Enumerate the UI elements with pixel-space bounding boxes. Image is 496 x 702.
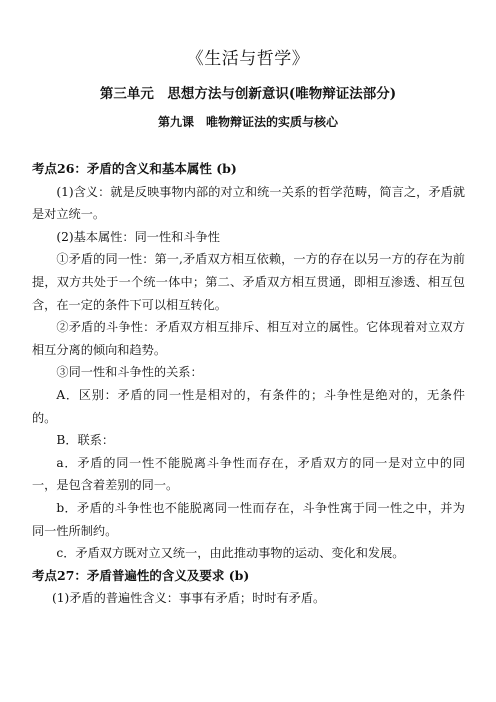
paragraph-universality: (1)矛盾的普遍性含义：事事有矛盾；时时有矛盾。 <box>52 591 326 606</box>
paragraph-basic-attributes: (2)基本属性：同一性和斗争性 <box>56 229 220 244</box>
paragraph-struggle: ②矛盾的斗争性：矛盾双方相互排斥、相互对立的属性。它体现着对立双方相互分离的倾向和趋势。 <box>32 320 465 357</box>
paragraph-connection-a: a．矛盾的同一性不能脱离斗争性而存在，矛盾双方的同一是对立中的同一，是包含着差别的同一。 <box>32 455 465 493</box>
paragraph-relationship: ③同一性和斗争性的关系： <box>56 365 203 380</box>
paragraph-difference: A．区别：矛盾的同一性是相对的，有条件的；斗争性是绝对的，无条件的。 <box>32 387 465 425</box>
paragraph-identity: ①矛盾的同一性：第一,矛盾双方相互依赖，一方的存在以另一方的存在为前提，双方共处于一个统一体中；第二、矛盾双方相互贯通，即相互渗透、相互包含，在一定的条件下可以相互转化。 <box>32 252 465 312</box>
section-heading-26: 考点26：矛盾的含义和基本属性 (b) <box>32 161 237 176</box>
document-body <box>32 158 465 610</box>
paragraph-connection-b: b．矛盾的斗争性也不能脱离同一性而存在，斗争性寓于同一性之中，并为同一性所制约。 <box>32 500 465 538</box>
paragraph-connection: B．联系： <box>56 433 115 448</box>
unit-heading: 第三单元 思想方法与创新意识(唯物辩证法部分) <box>99 86 397 102</box>
paragraph-definition: (1)含义：就是反映事物内部的对立和统一关系的哲学范畴，简言之，矛盾就是对立统一。 <box>32 184 465 222</box>
section-heading-27: 考点27：矛盾普遍性的含义及要求 (b) <box>32 567 250 583</box>
document-title: 《生活与哲学》 <box>186 49 310 69</box>
lesson-heading: 第九课 唯物辩证法的实质与核心 <box>157 115 338 129</box>
paragraph-connection-c: c．矛盾双方既对立又统一，由此推动事物的运动、变化和发展。 <box>56 546 405 561</box>
